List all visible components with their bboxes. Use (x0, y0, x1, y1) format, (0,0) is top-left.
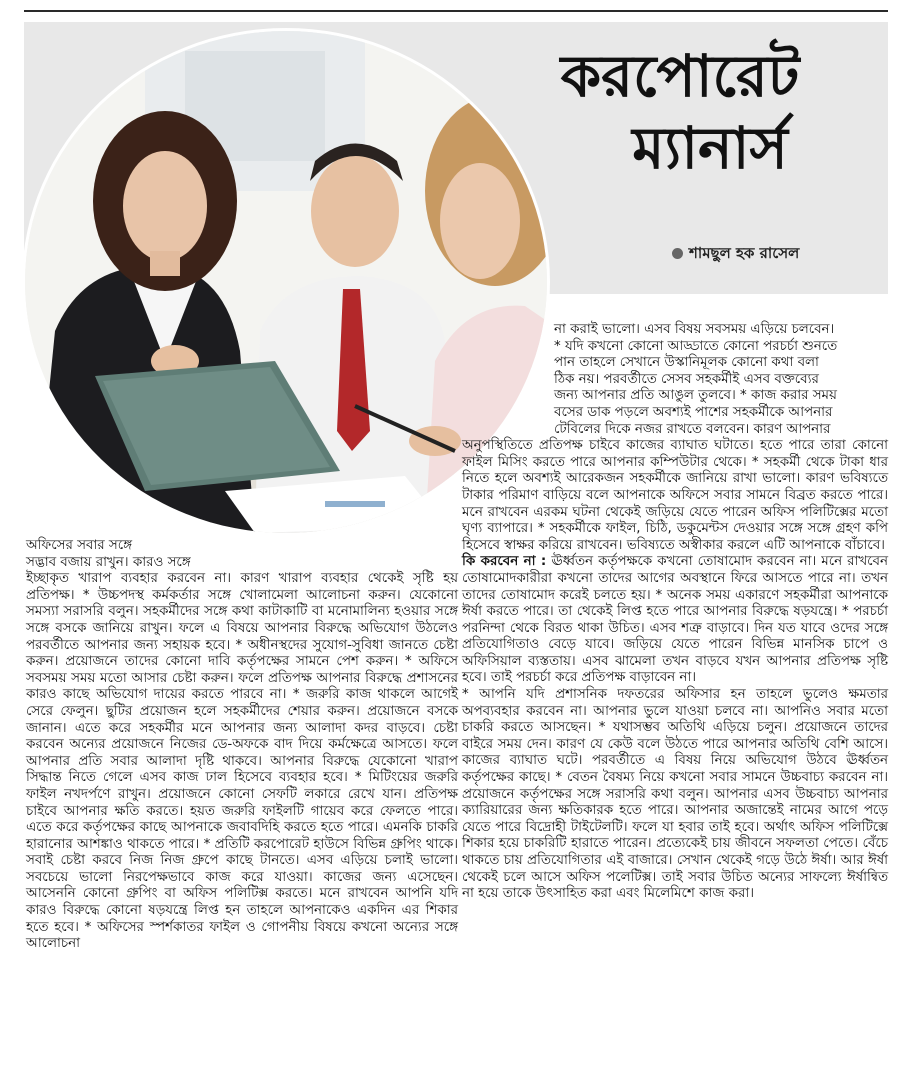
col2-body-1: অনুপস্থিতিতে প্রতিপক্ষ চাইবে কাজের ব্যাঘাত ঘটাতে। হতে পারে তারা কোনো ফাইল মিসিং করতে পারে আপনার কম্পিউটার থেকে। * সহকর্মী থেকে টাকা ধার নিতে হলে অবশ্যই আরেকজন সহকর্মীকে জানিয়ে রাখা ভালো। কারণ ভবিষ্যতে টাকার পরিমাণ বাড়িয়ে বলে আপনাকে অফিসে সবার সামনে বিব্রত করতে পারে। মনে রাখবেন এরকম ঘটনা থেকেই জড়িয়ে যেতে পারেন অফিস পলিটিক্সের মতো ঘৃণ্য ব্যাপারে। * সহকর্মীকে ফাইল, চিঠি, ডকুমেন্টস দেওয়ার সঙ্গে সঙ্গে গ্রহণ কপি হিসেবে স্বাক্ষর করিয়ে রাখবেন। ভবিষ্যতে অস্বীকার করলে এটি আপনাকে বাঁচাবে। (462, 438, 888, 553)
col2-body-2-text: ঊর্ধ্বতন কর্তৃপক্ষকে কখনো তোষামোদ করবেন না। মনে রাখবেন তোষামোদকারীরা কখনো তাদের আগের অবস্থানে ফিরে আসতে পারে না। তখন তাদের তোষামোদ করেই চলতে হয়। * অনেক সময় একারণে সহকর্মীরা আপনাকে ঈর্ষা করতে পারে। তা থেকেই লিপ্ত হতে পারে আপনার বিরুদ্ধে ষড়যন্ত্রে। * পরচর্চা পরনিন্দা থেকে বিরত থাকা উচিত। এসব শত্রু বাড়াবে। দিন যত যাবে ওদের সঙ্গে প্রতিযোগিতাও বেড়ে যাবে। জড়িয়ে যেতে পারেন বিভিন্ন মানসিক চাপে ও অফিসিয়াল ব্যস্ততায়। এসব ঝামেলা তখন বাড়বে যখন আপনার প্রতিপক্ষ সৃষ্টি হবে। তাই পরচর্চা করে প্রতিপক্ষ বাড়াবেন না। (462, 554, 888, 686)
title-line-2: ম্যানার্স (632, 114, 788, 182)
article-title (510, 40, 850, 184)
col2-body-2 (462, 554, 888, 687)
col2-lead-line: ঠিক নয়। পরবর্তীতে সেসব সহকর্মীই এসব বক্তব্যের (554, 371, 819, 387)
top-rule (24, 10, 888, 12)
column-right (462, 322, 888, 903)
col2-lead-line: * যদি কখনো কোনো আড্ডাতে কোনো পরচর্চা শুনতে (554, 338, 838, 354)
subheading-what-not-to-do: কি করবেন না : (462, 554, 547, 570)
column-left (26, 538, 458, 953)
col1-heading-line1: অফিসের সবার সঙ্গে (26, 538, 132, 553)
col1-body: ইচ্ছাকৃত খারাপ ব্যবহার করবেন না। কারণ খারাপ ব্যবহার থেকেই সৃষ্টি হয় প্রতিপক্ষ। * উচ্চপদস্থ কর্মকর্তার সঙ্গে খোলামেলা আলোচনা করুন। যেকোনো সমস্যা সরাসরি বলুন। সহকর্মীদের সঙ্গে কথা কাটাকাটি বা মনোমালিন্য হওয়ার সঙ্গে সঙ্গে বসকে জানিয়ে রাখুন। ফলে এ বিষয়ে আপনার বিরুদ্ধে অভিযোগ উঠলেও পরবর্তীতে আপনার জন্য সহায়ক হবে। * অধীনস্থদের সুযোগ-সুবিধা জানতে চেষ্টা করুন। প্রয়োজনে তাদের কোনো দাবি কর্তৃপক্ষের সামনে পেশ করুন। * অফিসে সবসময় সময় মতো আসার চেষ্টা করুন। ফলে প্রতিপক্ষ আপনার বিরুদ্ধে প্রশাসনের কারও কাছে অভিযোগ দায়ের করতে পারবে না। * জরুরি কাজ থাকলে আগেই সেরে ফেলুন। ছুটির প্রয়োজন হলে সহকর্মীদের শেয়ার করুন। প্রয়োজনে বসকে জানান। এতে করে সহকর্মীর মনে আপনার জন্য আলাদা কদর বাড়বে। চেষ্টা করবেন অন্যের প্রয়োজনে নিজের ডে-অফকে বাদ দিয়ে কর্মক্ষেত্রে আসতে। ফলে আপনার প্রতি সবার আলাদা দৃষ্টি থাকবে। আপনার বিরুদ্ধে যেকোনো খারাপ সিদ্ধান্ত নিতে গেলে এসব কাজ ঢাল হিসেবে ব্যবহার হবে। * মিটিংয়ের জরুরি ফাইল নখদর্পণে রাখুন। প্রয়োজনে কোনো সেফটি লকারে রেখে যান। প্রতিপক্ষ চাইবে আপনার ক্ষতি করতে। হয়ত জরুরি ফাইলটি গায়েব করে ফেলতে পারে। এতে করে কর্তৃপক্ষের কাছে আপনাকে জবাবদিহি করতে হতে পারে। এমনকি চাকরি হারানোর আশঙ্কাও থাকতে পারে। * প্রতিটি করপোরেট হাউসে বিভিন্ন গ্রুপিং থাকে। সবাই চেষ্টা করবে নিজ নিজ গ্রুপে কাছে টানতে। এসব এড়িয়ে চলাই ভালো। সবচেয়ে ভালো নিরপেক্ষভাবে কাজ করে যাওয়া। কাজের জন্য এসেছেন। আসেননি কোনো গ্রুপিং বা অফিস পলিটিক্স করতে। মনে রাখবেন আপনি যদি কারও বিরুদ্ধে কোনো ষড়যন্ত্রে লিপ্ত হন তাহলে আপনাকেও একদিন এর শিকার হতে হবে। * অফিসের স্পর্শকাতর ফাইল ও গোপনীয় বিষয়ে কখনো অন্যের সঙ্গে আলোচনা (26, 571, 458, 952)
col2-lead (462, 322, 888, 438)
col2-lead-line: টেবিলের দিকে নজর রাখতে বলবেন। কারণ আপনার (554, 421, 831, 437)
col1-heading-line2: সদ্ভাব বজায় রাখুন। কারও সঙ্গে (26, 554, 191, 570)
bullet-dot-icon (672, 248, 683, 259)
title-line-1: করপোরেট (560, 42, 800, 110)
author-name: শামছুল হক রাসেল (689, 244, 800, 262)
col2-lead-line: না করাই ভালো। এসব বিষয় সবসময় এড়িয়ে চলবেন। (554, 322, 835, 337)
col2-lead-line: বসের ডাক পড়লে অবশ্যই পাশের সহকর্মীকে আপনার (554, 404, 833, 420)
col2-body-3: * আপনি যদি প্রশাসনিক দফতরের অফিসার হন তাহলে ভুলেও ক্ষমতার অপব্যবহার করবেন না। আপনার ভুলে যাওয়া চলবে না। আপনিও সবার মতো চাকরি করতে আসছেন। * যথাসম্ভব অতিথি এড়িয়ে চলুন। প্রয়োজনে তাদের বাইরে সময় দেন। কারণ যে কেউ বলে উঠতে পারে আপনার অতিথি বেশি আসে। কাজের ব্যাঘাত ঘটে। পরবর্তীতে এ বিষয় নিয়ে অভিযোগ উঠবে ঊর্ধ্বতন কর্তৃপক্ষের কাছে। * বেতন বৈষম্য নিয়ে কখনো সবার সামনে উচ্চবাচ্য করবেন না। প্রয়োজনে কর্তৃপক্ষের সঙ্গে সরাসরি কথা বলুন। আপনার এসব উচ্চবাচ্য আপনার ক্যারিয়ারের জন্য ক্ষতিকারক হতে পারে। আপনার অজান্তেই নামের আগে পড়ে যেতে পারে বিদ্রোহী টাইটেলটি। ফলে যা হবার তাই হবে। অর্থাৎ অফিস পলিটিক্সে শিকার হয়ে চাকরিটি হারাতে পারেন। প্রত্যেকেই চায় জীবনে সফলতা পেতে। বেঁচে থাকতে চায় প্রতিযোগিতার এই বাজারে। সেখান থেকেই গড়ে উঠে ঈর্ষা। আর ঈর্ষা থেকেই চলে আসে অফিস পলেটিক্স। তাই সবার উচিত অন্যের সাফল্যে ঈর্ষান্বিত না হয়ে তাকে উৎসাহিত করা এবং মিলেমিশে কাজ করা। (462, 687, 888, 902)
author-byline (672, 242, 799, 267)
col2-lead-line: পান তাহলে সেখানে উস্কানিমূলক কোনো কথা বলা (554, 355, 819, 371)
col2-lead-line: জন্য আপনার প্রতি আঙুল তুলবে। * কাজ করার সময় (554, 388, 837, 404)
